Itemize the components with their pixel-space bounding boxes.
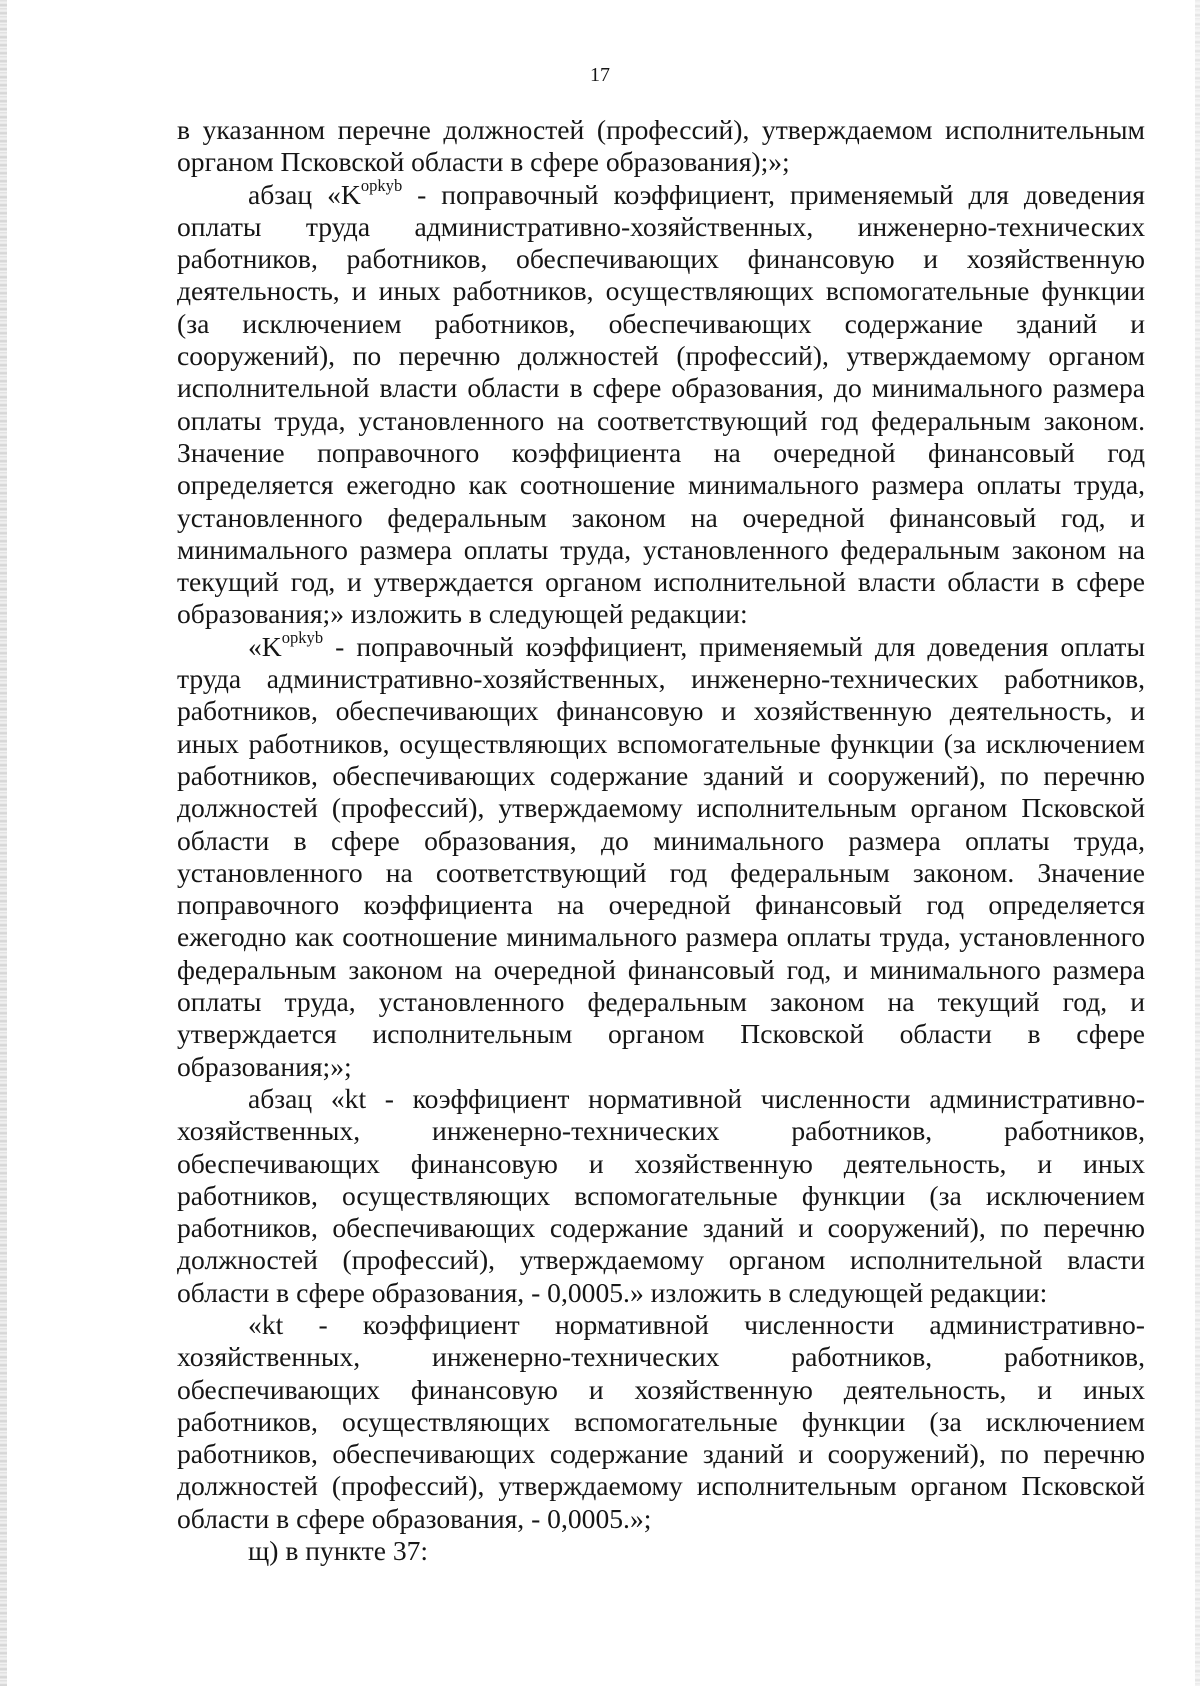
paragraph-2-text: - поправочный коэффициент, применяемый для доведения оплаты труда административно-хозяйственных, инженерно-технических работников, работников, обеспечивающих финансовую и хозяйственную деятельность, и иных работников, осуществляющих вспомогательные функции (за исключением работников, обеспечивающих содержание зданий и сооружений), по перечню должностей (профессий), утверждаемому органом исполнительной власти области в сфере образования, до минимального размера оплаты труда, установленного на соответствующий год федеральным законом. Значение поправочного коэффициента на очередной финансовый год определяется ежегодно как соотношение минимального размера оплаты труда, установленного федеральным законом на очередной финансовый год, и минимального размера оплаты труда, установленного федеральным законом на текущий год, и утверждается органом исполнительной власти области в сфере образования;» изложить в следующей редакции: (177, 178, 1145, 630)
paragraph-2-prefix: абзац «K (248, 178, 361, 210)
coefficient-superscript: opkyb (281, 627, 324, 647)
page-number: 17 (590, 64, 610, 86)
paragraph-4: абзац «kt - коэффициент нормативной численности административно-хозяйственных, инженерно-технических работников, работников, обеспечивающих финансовую и хозяйственную деятельность, и иных работников, осуществляющих вспомогательные функции (за исключением работников, обеспечивающих содержание зданий и сооружений), по перечню должностей (профессий), утверждаемому органом исполнительной власти области в сфере образования, - 0,0005.» изложить в следующей редакции: (177, 1082, 1145, 1308)
coefficient-superscript: opkyb (360, 175, 403, 195)
paragraph-2 (177, 175, 1145, 631)
paragraph-3 (177, 627, 1145, 1083)
document-body (177, 114, 1145, 1567)
paragraph-5: «kt - коэффициент нормативной численности административно-хозяйственных, инженерно-технических работников, работников, обеспечивающих финансовую и хозяйственную деятельность, и иных работников, осуществляющих вспомогательные функции (за исключением работников, обеспечивающих содержание зданий и сооружений), по перечню должностей (профессий), утверждаемому исполнительным органом Псковской области в сфере образования, - 0,0005.»; (177, 1308, 1145, 1534)
paragraph-3-text: - поправочный коэффициент, применяемый для доведения оплаты труда административно-хозяйственных, инженерно-технических работников, работников, обеспечивающих финансовую и хозяйственную деятельность, и иных работников, осуществляющих вспомогательные функции (за исключением работников, обеспечивающих содержание зданий и сооружений), по перечню должностей (профессий), утверждаемому исполнительным органом Псковской области в сфере образования, до минимального размера оплаты труда, установленного на соответствующий год федеральным законом. Значение поправочного коэффициента на очередной финансовый год определяется ежегодно как соотношение минимального размера оплаты труда, установленного федеральным законом на очередной финансовый год, и минимального размера оплаты труда, установленного федеральным законом на текущий год, и утверждается исполнительным органом Псковской области в сфере образования;»; (177, 630, 1145, 1082)
scan-left-edge (0, 0, 7, 1686)
paragraph-3-prefix: «K (248, 630, 282, 662)
paragraph-1: в указанном перечне должностей (профессий), утверждаемом исполнительным органом Псковской области в сфере образования);»; (177, 114, 1145, 178)
paragraph-6: щ) в пункте 37: (248, 1535, 429, 1567)
scan-right-edge (1195, 0, 1200, 1686)
